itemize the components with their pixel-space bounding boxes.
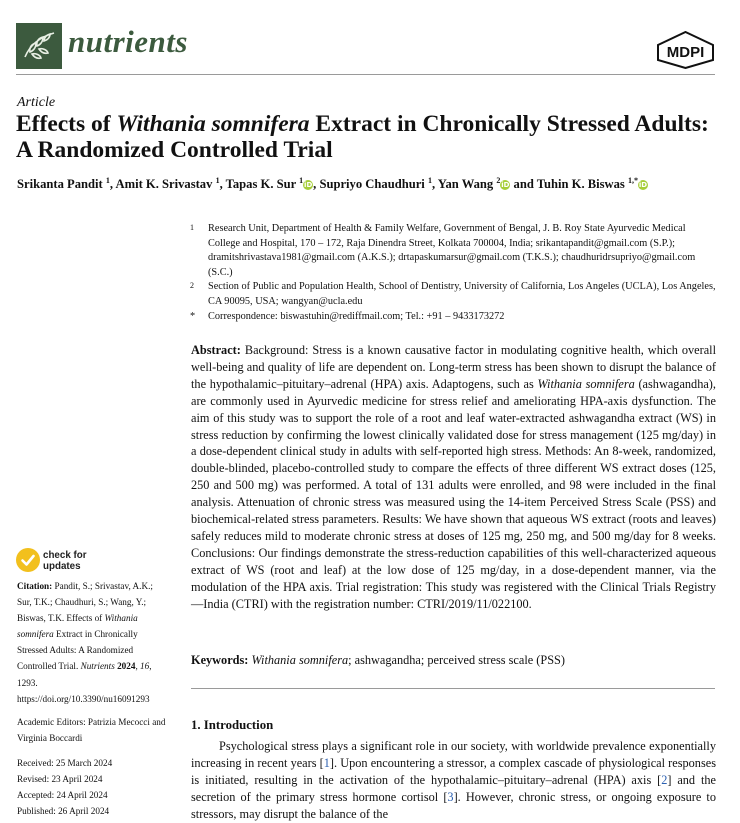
author-name[interactable]: Amit K. Srivastav [115, 177, 213, 192]
orcid-icon[interactable]: iD [501, 181, 510, 190]
affiliation-1 [190, 222, 716, 280]
abstract-species: Withania somnifera [537, 376, 635, 391]
author-name[interactable]: Srikanta Pandit [17, 177, 103, 192]
academic-editors: Academic Editors: Patrizia Mecocci and Virginia Boccardi [17, 717, 166, 743]
reference-link[interactable]: 3 [447, 790, 454, 804]
author-separator: , [109, 177, 116, 192]
affiliation-marker: 2 [190, 281, 194, 290]
mdpi-logo-text: MDPI [666, 44, 705, 61]
citation-text: Extract in Chronically Stressed Adults: A Randomized Controlled Trial. [17, 629, 138, 672]
affiliation-2 [190, 280, 716, 309]
title-part: Effects of [16, 111, 117, 137]
keyword-species: Withania somnifera [251, 653, 349, 667]
check-updates-label [43, 550, 87, 572]
author-separator: , [219, 177, 226, 192]
correspondence-marker: * [190, 311, 196, 322]
affiliation-text: Research Unit, Department of Health & Family Welfare, Government of Bengal, J. B. Roy State Ayurvedic Medical College and Hospital, 170 – 172, Raja Dinendra Street, Kolkata 700004, India; srikantapandit@gmail.com (S.P.); dramitshrivastava1981@gmail.com (A.K.S.); drtapaskumarsur@gmail.com (T.K.S.); chaudhuridrsupriyo@gmail.com (S.C.) [208, 223, 696, 278]
keywords-text: ; ashwagandha; perceived stress scale (PSS) [348, 653, 565, 667]
date-revised: Revised: 23 April 2024 [17, 774, 103, 784]
reference-link[interactable]: 2 [661, 773, 668, 787]
orcid-icon[interactable]: iD [638, 181, 648, 190]
publication-dates [17, 755, 172, 819]
citation-doi[interactable]: , 1293. https://doi.org/10.3390/nu16091293 [17, 661, 152, 704]
body-text: ]. Upon encountering a stressor, a complex cascade of physiological responses is initiated, resulting in the activation of the hypothalamic–pituitary–adrenal (HPA) axis [ [191, 756, 716, 787]
citation-text: Pandit, S.; Srivastav, A.K.; Sur, T.K.; Chaudhuri, S.; Wang, Y.; Biswas, T.K. Effects of [17, 581, 153, 624]
reference-link[interactable]: 1 [323, 756, 330, 770]
author-name[interactable]: Tuhin K. Biswas [536, 177, 625, 192]
author-separator: , [431, 177, 438, 192]
author-name[interactable]: Supriyo Chaudhuri [319, 177, 425, 192]
mdpi-logo [656, 31, 715, 69]
journal-logo-icon [16, 23, 62, 69]
introduction-paragraph [191, 738, 716, 823]
abstract [191, 342, 716, 613]
citation-journal: Nutrients [80, 661, 115, 672]
citation-year: 2024 [117, 661, 136, 672]
author-separator: , [313, 177, 320, 192]
keywords [191, 652, 716, 669]
affiliations [190, 222, 716, 325]
check-for-updates-button[interactable] [16, 548, 136, 576]
correspondence-text: Correspondence: biswastuhin@rediffmail.com; Tel.: +91 – 9433173272 [208, 311, 505, 322]
author-affiliation-marker: 2 [496, 176, 501, 185]
author-affiliation-marker: 1 [215, 176, 220, 185]
affiliation-text: Section of Public and Population Health, School of Dentistry, University of California, Los Angeles (UCLA), Los Angeles, CA 90095, USA; wangyan@ucla.edu [208, 281, 716, 307]
check-updates-line: updates [43, 561, 81, 572]
author-affiliation-marker: 1 [427, 176, 432, 185]
section-heading: 1. Introduction [191, 718, 274, 732]
title-part: Extract in Chronically Stressed Adults: A Randomized Controlled Trial [16, 111, 709, 163]
orcid-icon[interactable]: iD [304, 181, 313, 190]
keywords-label: Keywords: [191, 653, 249, 667]
author-list [17, 176, 727, 192]
date-received: Received: 25 March 2024 [17, 758, 113, 768]
affiliation-marker: 1 [190, 223, 194, 232]
section-divider [191, 688, 715, 689]
check-updates-line: check for [43, 550, 87, 561]
citation-label: Citation: [17, 581, 53, 591]
author-separator: and [510, 177, 537, 192]
header-divider [16, 74, 715, 75]
citation: Citation: Pandit, S.; Srivastav, A.K.; Sur, T.K.; Chaudhuri, S.; Wang, Y.; Biswas, T.K. Effects of Withania somnifera Extract in Chronically Stressed Adults: A Randomized Controlled Trial. Nutrients 2024, 16, 1293. https://doi.org/10.3390/nu16091293 [17, 581, 153, 704]
author-affiliation-marker: 1 [105, 176, 110, 185]
citation-volume: 16 [140, 661, 150, 672]
body-text: Psychological stress plays a significant role in our society, with worldwide prevalence exponentially increasing in recent years [ [191, 739, 716, 770]
abstract-label: Abstract: [191, 343, 241, 357]
article-title [16, 111, 716, 163]
citation-species: Withania somnifera [17, 613, 138, 640]
check-updates-icon [16, 548, 40, 572]
correspondence [190, 310, 716, 325]
abstract-text: Background: Stress is a known causative factor in modulating cognitive health, which overall well-being and quality of life are dependent on. Long-term stress has been shown to disrupt the balance of the hypothalamic–pituitary–adrenal (HPA) axis. Adaptogens, such as [191, 343, 717, 391]
title-species: Withania somnifera [116, 111, 310, 137]
date-published: Published: 26 April 2024 [17, 806, 110, 816]
article-type: Article [17, 95, 56, 110]
date-accepted: Accepted: 24 April 2024 [17, 790, 108, 800]
author-affiliation-marker: 1 [299, 176, 304, 185]
author-affiliation-marker: 1,* [628, 176, 638, 185]
author-name[interactable]: Yan Wang [437, 177, 494, 192]
journal-name: nutrients [68, 24, 188, 59]
body-text: ] and the secretion of the primary stress hormone cortisol [ [191, 773, 716, 804]
author-name[interactable]: Tapas K. Sur [225, 177, 296, 192]
body-text: ]. However, chronic stress, or ongoing exposure to stressors, may disrupt the balance of the [191, 790, 716, 821]
abstract-text: (ashwagandha), are commonly used in Ayurvedic medicine for stress relief and ameliorating HPA-axis dysfunction. The aim of this study was to support the role of a root and leaf water-extracted ashwagandha extract (WS) in stress reduction by confirming the lowest clinically validated dose for stress management (125 mg/day) in a dose-dependent clinical study in adults with self-reported high stress. Methods: An 8-week, randomized, double-blinded, placebo-controlled study to compare the effects of three different WS extract doses (125, 250 and 500 mg) was performed. A total of 131 adults were enrolled, and 98 were included in the final analysis. Attenuation of chronic stress was measured using the 14-item Perceived Stress Scale (PSS) and biochemical-related stress parameters. Results: We have shown that aqueous WS extract (roots and leaves) safely reduces mild to moderate chronic stress at doses of 125 mg, 250 mg, and 500 mg/day for 8 weeks. Conclusions: Our findings demonstrate the stress-reduction capabilities of this well-characterized aqueous extract of WS (root and leaf) at the low dose of 125 mg/day, in a dose-dependent manner, via the modulation of the HPA axis. Trial registration: This study was registered with the Clinical Trials Registry—India (CTRI) with the registration number: CTRI/2019/11/022100. [191, 376, 716, 611]
